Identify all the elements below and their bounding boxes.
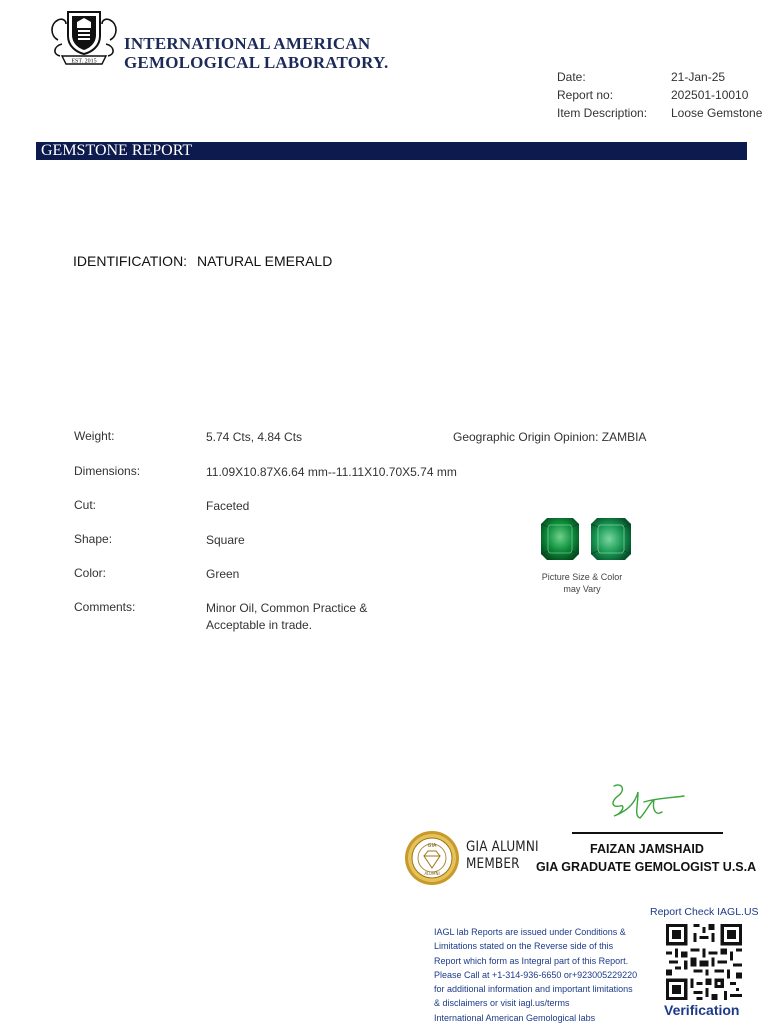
emerald-photo-2 — [591, 518, 631, 560]
meta-label: Date: — [557, 70, 586, 84]
detail-label: Comments: — [74, 600, 136, 614]
meta-item-description — [557, 104, 762, 122]
picture-caption — [527, 571, 637, 595]
disclaimer-line: Please Call at +1-314-936-6650 or+923005229220 — [434, 969, 638, 980]
emerald-photo-1 — [541, 518, 579, 560]
detail-label: Color: — [74, 566, 107, 580]
detail-label: Shape: — [74, 532, 113, 546]
detail-value: 11.09X10.87X6.64 mm--11.11X10.70X5.74 mm — [206, 465, 457, 479]
disclaimer-line: Report which form as Integral part of this Report. — [434, 955, 629, 966]
identification — [73, 253, 332, 269]
meta-report-no — [557, 86, 762, 104]
report-banner — [36, 142, 747, 160]
org-name-line2: GEMOLOGICAL LABORATORY. — [124, 53, 389, 72]
gia-alumni-seal — [404, 830, 460, 886]
gia-alumni-member — [466, 839, 539, 873]
disclaimer-line: for additional information and important limitations — [434, 984, 633, 995]
svg-text:ALUMNI: ALUMNI — [424, 871, 440, 876]
detail-value: Square — [206, 533, 245, 547]
meta-value: 202501-10010 — [671, 88, 749, 102]
meta-label: Report no: — [557, 88, 614, 102]
emerald-photos — [540, 517, 634, 561]
detail-value — [206, 600, 367, 634]
verification-label: Verification — [664, 1002, 740, 1018]
banner-title: GEMSTONE REPORT — [41, 142, 193, 159]
caption-line1: Picture Size & Color — [541, 572, 623, 582]
handwritten-signature — [600, 780, 688, 830]
geographic-origin: Geographic Origin Opinion: ZAMBIA — [453, 430, 647, 444]
org-name-line1: INTERNATIONAL AMERICAN — [124, 34, 371, 53]
identification-label: IDENTIFICATION: — [73, 253, 188, 269]
meta-date — [557, 68, 762, 86]
detail-label: Dimensions: — [74, 464, 141, 478]
detail-value: Faceted — [206, 499, 250, 513]
signature-line — [572, 832, 723, 834]
detail-value: Green — [206, 567, 240, 581]
organization-name — [124, 34, 388, 72]
meta-value: Loose Gemstone — [671, 106, 763, 120]
gia-line2: MEMBER — [466, 856, 520, 872]
disclaimer-line: & disclaimers or visit iagl.us/terms — [434, 998, 570, 1009]
disclaimer-line: Limitations stated on the Reverse side of this — [434, 941, 614, 952]
comments-line1: Minor Oil, Common Practice & — [206, 601, 368, 615]
detail-value: 5.74 Cts, 4.84 Cts — [206, 430, 303, 444]
signer-name: FAIZAN JAMSHAID — [590, 842, 704, 856]
qr-code[interactable] — [666, 924, 742, 1000]
iagl-logo — [48, 6, 120, 68]
identification-value: NATURAL EMERALD — [196, 253, 333, 269]
disclaimer-text — [434, 925, 664, 1025]
svg-text:EST. 2015: EST. 2015 — [71, 58, 97, 65]
caption-line2: may Vary — [563, 584, 601, 594]
meta-label: Item Description: — [557, 106, 648, 120]
gia-line1: GIA ALUMNI — [466, 839, 539, 855]
report-meta — [557, 68, 762, 122]
disclaimer-line: International American Gemological labs — [434, 1012, 596, 1023]
signer-title: GIA GRADUATE GEMOLOGIST U.S.A — [536, 860, 757, 874]
comments-line2: Acceptable in trade. — [206, 618, 313, 632]
report-check-link[interactable]: Report Check IAGL.US — [650, 906, 759, 918]
meta-value: 21-Jan-25 — [671, 70, 726, 84]
svg-text:GIA: GIA — [427, 843, 437, 849]
detail-label: Cut: — [74, 498, 97, 512]
detail-label: Weight: — [74, 429, 115, 443]
disclaimer-line: IAGL lab Reports are issued under Conditions & — [434, 927, 626, 937]
